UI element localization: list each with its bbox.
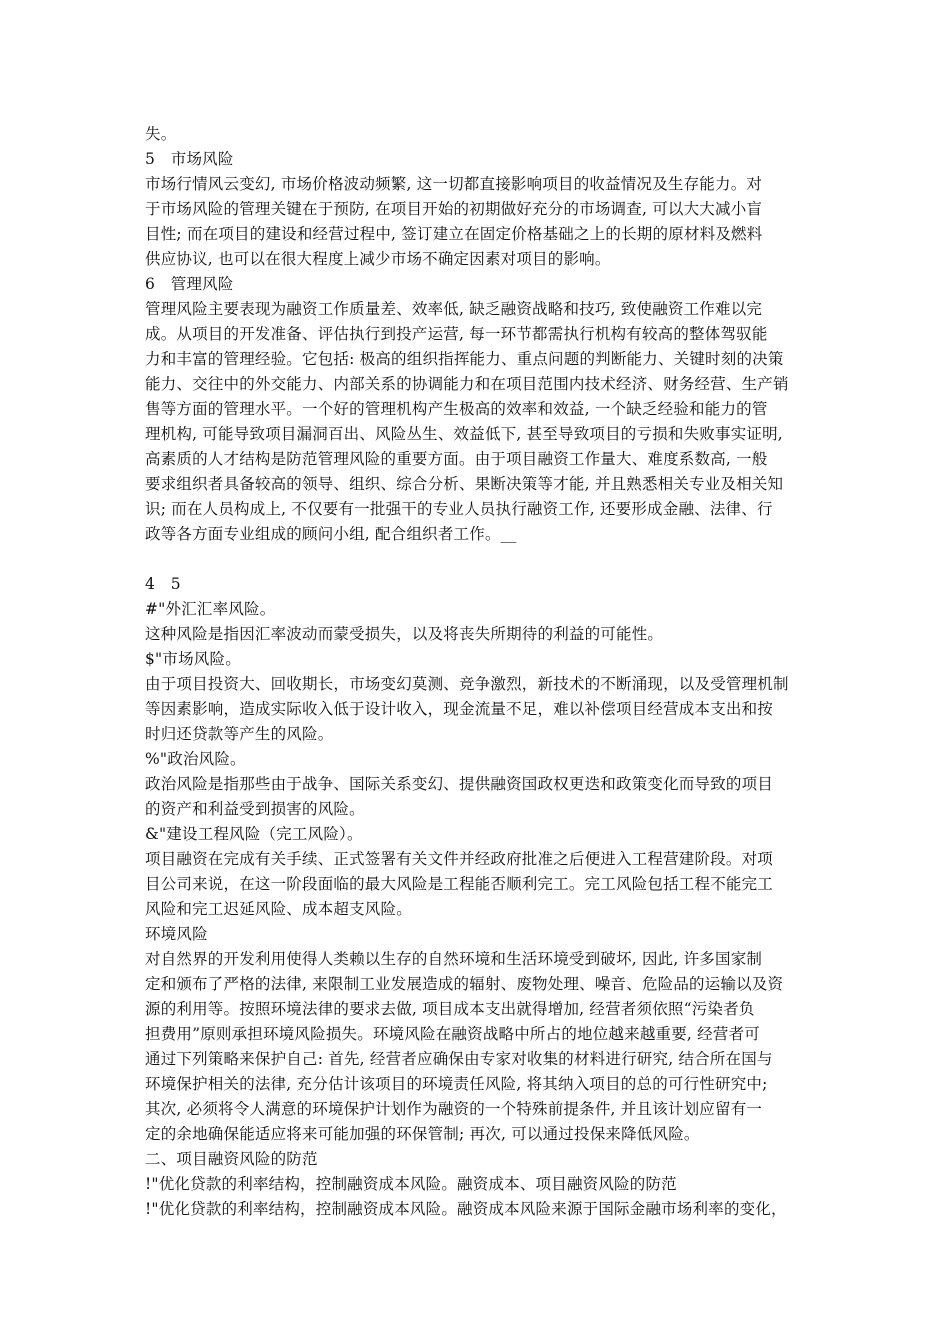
text-line: 力和丰富的管理经验。它包括: 极高的组织指挥能力、重点问题的判断能力、关键时刻的决策	[145, 350, 784, 368]
heading-market-risk-2: $"市场风险。	[145, 650, 241, 668]
heading-risk-prevention: 二、项目融资风险的防范	[145, 1150, 318, 1168]
text-line: 要求组织者具备较高的领导、组织、综合分析、果断决策等才能, 并且熟悉相关专业及相关知	[145, 475, 784, 493]
text-line: 等因素影响，造成实际收入低于设计收入，现金流量不足，难以补偿项目经营成本支出和按	[145, 700, 774, 718]
text-line: 其次, 必须将令人满意的环境保护计划作为融资的一个特殊前提条件, 并且该计划应留有一	[145, 1100, 763, 1118]
text-line: 目公司来说，在这一阶段面临的最大风险是工程能否顺利完工。完工风险包括工程不能完工	[145, 875, 774, 893]
text-line: 通过下列策略来保护自己: 首先, 经营者应确保由专家对收集的材料进行研究, 结合所在国与	[145, 1050, 773, 1068]
text-line: 定和颁布了严格的法律, 来限制工业发展造成的辐射、废物处理、噪音、危险品的运输以及资	[145, 975, 784, 993]
text-line: 源的利用等。按照环境法律的要求去做, 项目成本支出就得增加, 经营者须依照“污染者负	[145, 1000, 755, 1018]
text-line: 政等各方面专业组成的顾问小组, 配合组织者工作。__	[145, 525, 517, 543]
text-line: 这种风险是指因汇率波动而蒙受损失，以及将丧失所期待的利益的可能性。	[145, 625, 664, 643]
text-line: 风险和完工迟延风险、成本超支风险。	[145, 900, 412, 918]
text-line: !"优化贷款的利率结构，控制融资成本风险。融资成本、项目融资风险的防范	[145, 1175, 677, 1193]
text-line: 失。	[145, 125, 177, 143]
heading-fx-risk: #"外汇汇率风险。	[145, 600, 276, 618]
text-line: 担费用”原则承担环境风险损失。环境风险在融资战略中所占的地位越来越重要, 经营者可	[145, 1025, 760, 1043]
text-line: 的资产和利益受到损害的风险。	[145, 800, 365, 818]
text-line: 项目融资在完成有关手续、正式签署有关文件并经政府批准之后便进入工程营建阶段。对项	[145, 850, 774, 868]
text-line: 高素质的人才结构是防范管理风险的重要方面。由于项目融资工作量大、难度系数高, 一般	[145, 450, 768, 468]
heading-market-risk: 5 市场风险	[145, 150, 234, 168]
document-page	[145, 122, 810, 1222]
text-line: 定的余地确保能适应将来可能加强的环保管制; 再次, 可以通过投保来降低风险。	[145, 1125, 700, 1143]
text-line: 理机构, 可能导致项目漏洞百出、风险丛生、效益低下, 甚至导致项目的亏损和失败事实证明,	[145, 425, 783, 443]
section-market-management-risk	[145, 122, 810, 547]
text-line: 环境保护相关的法律, 充分估计该项目的环境责任风险, 将其纳入项目的总的可行性研究中;	[145, 1075, 768, 1093]
text-line: 能力、交往中的外交能力、内部关系的协调能力和在项目范围内技术经济、财务经营、生产销	[145, 375, 789, 393]
heading-environment-risk: 环境风险	[145, 925, 208, 943]
text-line: 于市场风险的管理关键在于预防, 在项目开始的初期做好充分的市场调查, 可以大大减小盲	[145, 200, 763, 218]
text-line: 成。从项目的开发准备、评估执行到投产运营, 每一环节都需执行机构有较高的整体驾驭能	[145, 325, 768, 343]
text-line: 供应协议, 也可以在很大程度上减少市场不确定因素对项目的影响。	[145, 250, 611, 268]
text-line: 时归还贷款等产生的风险。	[145, 725, 334, 743]
paragraph-gap	[145, 547, 810, 572]
text-line: !"优化贷款的利率结构，控制融资成本风险。融资成本风险来源于国际金融市场利率的变化，	[145, 1200, 787, 1218]
text-line: 市场行情风云变幻, 市场价格波动频繁, 这一切都直接影响项目的收益情况及生存能力。对	[145, 175, 763, 193]
text-line: 由于项目投资大、回收期长，市场变幻莫测、竞争激烈，新技术的不断涌现，以及受管理机制	[145, 675, 789, 693]
heading-political-risk: %"政治风险。	[145, 750, 246, 768]
text-line: 目性; 而在项目的建设和经营过程中, 签订建立在固定价格基础之上的长期的原材料及燃料	[145, 225, 763, 243]
text-line: 识; 而在人员构成上, 不仅要有一批强干的专业人员执行融资工作, 还要形成金融、法律、行	[145, 500, 773, 518]
text-line: 政治风险是指那些由于战争、国际关系变幻、提供融资国政权更迭和政策变化而导致的项目	[145, 775, 774, 793]
heading-construction-risk: &"建设工程风险（完工风险）。	[145, 825, 363, 843]
text-line: 售等方面的管理水平。一个好的管理机构产生极高的效率和效益, 一个缺乏经验和能力的管	[145, 400, 768, 418]
section-risk-types	[145, 572, 810, 1222]
page-number: 4 5	[145, 575, 181, 593]
text-line: 对自然界的开发利用使得人类赖以生存的自然环境和生活环境受到破坏, 因此, 许多国家制	[145, 950, 763, 968]
heading-management-risk: 6 管理风险	[145, 275, 234, 293]
text-line: 管理风险主要表现为融资工作质量差、效率低, 缺乏融资战略和技巧, 致使融资工作难以完	[145, 300, 763, 318]
